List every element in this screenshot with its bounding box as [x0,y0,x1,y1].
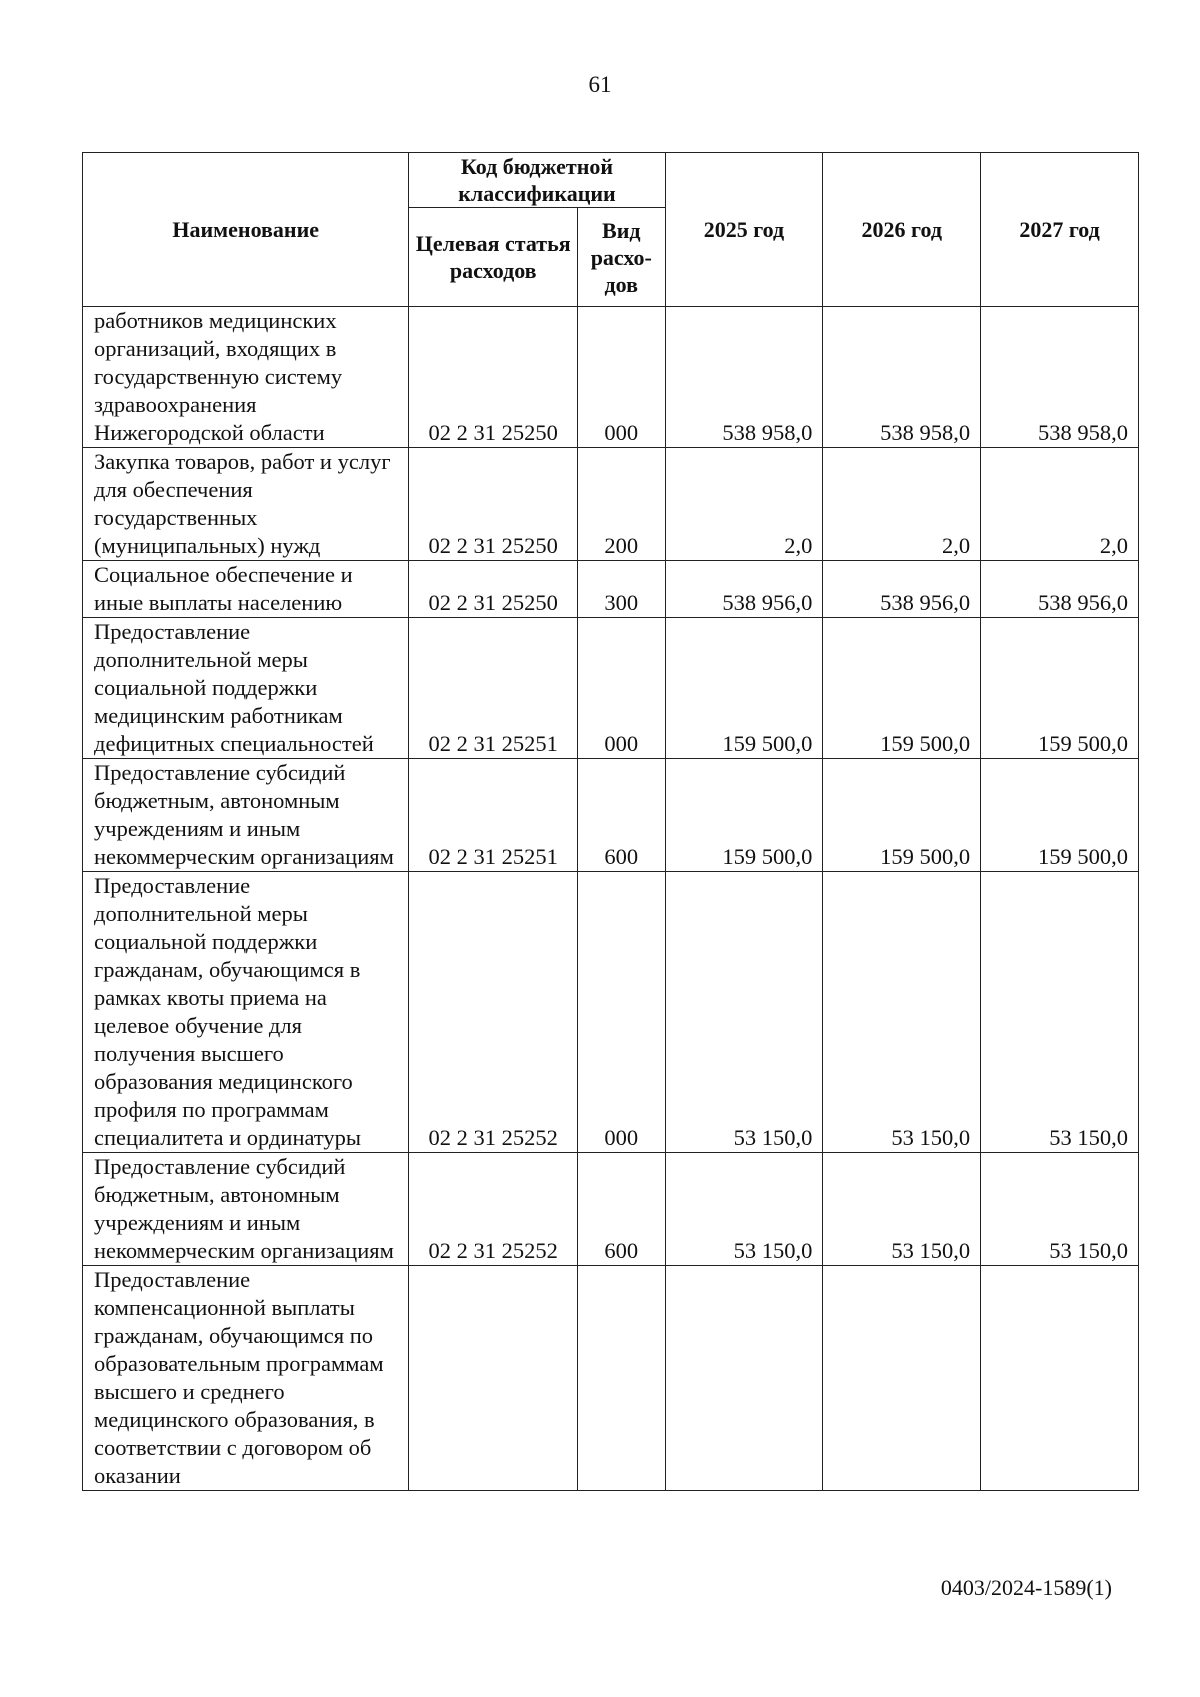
cell-2026: 538 956,0 [823,561,981,618]
table-row [83,1266,1139,1491]
cell-2027: 159 500,0 [981,618,1139,759]
header-kind: Вид расхо-дов [578,208,666,307]
cell-expense-kind: 000 [578,618,666,759]
cell-target-code: 02 2 31 25252 [409,1153,578,1266]
cell-target-code: 02 2 31 25251 [409,618,578,759]
cell-target-code: 02 2 31 25251 [409,759,578,872]
cell-name: Предоставление субсидий бюджетным, автономным учреждениям и иным некоммерческим организациям [83,1153,409,1266]
cell-2027: 159 500,0 [981,759,1139,872]
cell-2027: 538 958,0 [981,307,1139,448]
cell-2025: 538 956,0 [665,561,823,618]
table-row [83,759,1139,872]
cell-name: Предоставление дополнительной меры социальной поддержки медицинским работникам дефицитных специальностей [83,618,409,759]
header-2025: 2025 год [665,153,823,307]
cell-2025: 53 150,0 [665,872,823,1153]
cell-name: Предоставление субсидий бюджетным, автономным учреждениям и иным некоммерческим организациям [83,759,409,872]
cell-2025: 538 958,0 [665,307,823,448]
cell-expense-kind: 600 [578,759,666,872]
header-name: Наименование [83,153,409,307]
cell-expense-kind: 200 [578,448,666,561]
cell-target-code: 02 2 31 25252 [409,872,578,1153]
cell-expense-kind: 000 [578,307,666,448]
cell-target-code: 02 2 31 25250 [409,561,578,618]
header-target: Целевая статья расходов [409,208,578,307]
cell-name: Закупка товаров, работ и услуг для обеспечения государственных (муниципальных) нужд [83,448,409,561]
cell-expense-kind: 300 [578,561,666,618]
cell-target-code [409,1266,578,1491]
cell-name: работников медицинских организаций, входящих в государственную систему здравоохранения Нижегородской области [83,307,409,448]
cell-2027: 2,0 [981,448,1139,561]
cell-2027 [981,1266,1139,1491]
table-body [83,307,1139,1491]
table-row [83,448,1139,561]
table-row [83,307,1139,448]
cell-expense-kind: 000 [578,872,666,1153]
cell-target-code: 02 2 31 25250 [409,448,578,561]
cell-2026: 53 150,0 [823,1153,981,1266]
cell-2025: 159 500,0 [665,759,823,872]
page-number: 61 [588,72,612,97]
budget-table [82,152,1139,1491]
cell-2026 [823,1266,981,1491]
table-row [83,872,1139,1153]
cell-2025: 2,0 [665,448,823,561]
cell-2026: 2,0 [823,448,981,561]
table-row [83,561,1139,618]
cell-name: Предоставление дополнительной меры социальной поддержки гражданам, обучающимся в рамках квоты приема на целевое обучение для получения высшего образования медицинского профиля по программам специалитета и ординатуры [83,872,409,1153]
cell-2026: 538 958,0 [823,307,981,448]
cell-2027: 53 150,0 [981,872,1139,1153]
cell-name: Предоставление компенсационной выплаты гражданам, обучающимся по образовательным программам высшего и среднего медицинского образования, в соответствии с договором об оказании [83,1266,409,1491]
cell-target-code: 02 2 31 25250 [409,307,578,448]
header-2027: 2027 год [981,153,1139,307]
cell-2026: 53 150,0 [823,872,981,1153]
cell-2027: 538 956,0 [981,561,1139,618]
cell-2026: 159 500,0 [823,618,981,759]
table-row [83,618,1139,759]
cell-expense-kind [578,1266,666,1491]
cell-2025: 159 500,0 [665,618,823,759]
cell-2025: 53 150,0 [665,1153,823,1266]
table-header [83,153,1139,307]
cell-expense-kind: 600 [578,1153,666,1266]
cell-name: Социальное обеспечение и иные выплаты населению [83,561,409,618]
document-reference: 0403/2024-1589(1) [940,1575,1112,1600]
header-code-group: Код бюджетной классификации [409,153,665,208]
cell-2027: 53 150,0 [981,1153,1139,1266]
cell-2025 [665,1266,823,1491]
cell-2026: 159 500,0 [823,759,981,872]
header-2026: 2026 год [823,153,981,307]
table-row [83,1153,1139,1266]
